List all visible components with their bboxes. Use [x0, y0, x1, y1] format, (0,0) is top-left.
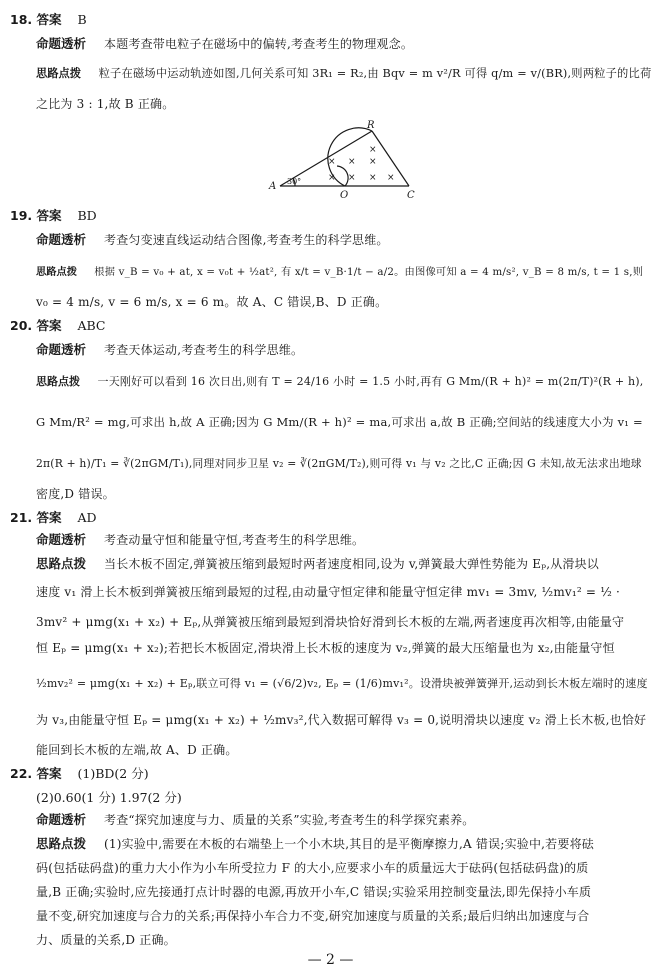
- label-c: C: [407, 190, 415, 200]
- q20-line-1: 一天刚好可以看到 16 次日出,则有 T = 24/16 小时 = 1.5 小时,再有 G Mm/(R + h)² = m(2π/T)²(R + h),: [97, 375, 644, 388]
- q22-answer-2: (2)0.60(1 分) 1.97(2 分): [36, 790, 182, 805]
- q18-analysis: 本题考查带电粒子在磁场中的偏转,考查考生的物理观念。: [104, 37, 414, 51]
- q20-label-analysis: 命题透析: [36, 342, 87, 357]
- q21-label-analysis: 命题透析: [36, 532, 87, 547]
- q20-hint-row: [36, 374, 643, 390]
- q18-label-analysis: 命题透析: [36, 36, 87, 51]
- q22-line-5: 力、质量的关系,D 正确。: [36, 933, 176, 947]
- q21-header: [10, 510, 97, 526]
- field-mark: ×: [369, 145, 377, 155]
- q22-analysis: 考查“探究加速度与力、质量的关系”实验,考查考生的科学探究素养。: [104, 813, 475, 827]
- q19-answer: BD: [77, 208, 97, 223]
- q20-label-hint: 思路点拨: [36, 375, 80, 388]
- q21-hint-row: [36, 556, 599, 572]
- field-mark: ×: [328, 157, 336, 167]
- q18-answer: B: [77, 12, 87, 27]
- q22-analysis-row: [36, 812, 475, 828]
- q22-label-hint: 思路点拨: [36, 836, 87, 851]
- arc-small: [337, 166, 348, 186]
- q22-number: 22. 答案: [10, 766, 62, 781]
- q18-number: 18. 答案: [10, 12, 62, 27]
- field-mark: ×: [369, 173, 377, 183]
- page-number: — 2 —: [307, 952, 354, 968]
- label-o: O: [340, 190, 349, 200]
- q20-line-4: 密度,D 错误。: [36, 487, 115, 501]
- q21-line-7: 能回到长木板的左端,故 A、D 正确。: [36, 743, 238, 757]
- q19-number: 19. 答案: [10, 208, 62, 223]
- q21-answer: AD: [77, 510, 97, 525]
- q19-analysis: 考查匀变速直线运动结合图像,考查考生的科学思维。: [104, 233, 389, 247]
- q18-label-hint: 思路点拨: [36, 67, 82, 80]
- q19-header: [10, 208, 97, 224]
- field-mark: ×: [369, 157, 377, 167]
- q21-line-3: 3mv² + μmg(x₁ + x₂) + Eₚ,从弹簧被压缩到最短到滑块恰好滑到长木板的左端,两者速度再次相等,由能量守: [36, 615, 625, 629]
- field-mark: ×: [348, 157, 356, 167]
- q18-line-2: 之比为 3 : 1,故 B 正确。: [36, 97, 175, 111]
- q22-line-2: 码(包括砝码盘)的重力大小作为小车所受拉力 F 的大小,应要求小车的质量远大于砝码(包括砝码盘)的质: [36, 861, 589, 875]
- q19-label-hint: 思路点拨: [36, 266, 78, 278]
- q18-line-1: 粒子在磁场中运动轨迹如图,几何关系可知 3R₁ = R₂,由 Bqv = m v²/R 可得 q/m = v/(BR),则两粒子的比荷: [98, 67, 652, 80]
- q20-line-2: G Mm/R² = mg,可求出 h,故 A 正确;因为 G Mm/(R + h)² = ma,可求出 a,故 B 正确;空间站的线速度大小为 v₁ =: [36, 415, 643, 429]
- label-a: A: [269, 181, 277, 192]
- q19-hint-row: [36, 264, 643, 280]
- q22-answer: (1)BD(2 分): [77, 766, 149, 781]
- q21-line-4: 恒 Eₚ = μmg(x₁ + x₂);若把长木板固定,滑块滑上长木板的速度为 v₂,弹簧的最大压缩量也为 x₂,由能量守恒: [36, 641, 615, 655]
- q19-analysis-row: [36, 232, 389, 248]
- q18-analysis-row: [36, 36, 413, 52]
- q22-label-analysis: 命题透析: [36, 812, 87, 827]
- q19-line-2: v₀ = 4 m/s, v = 6 m/s, x = 6 m。故 A、C 错误,B、D 正确。: [36, 295, 388, 309]
- q20-line-3: 2π(R + h)/T₁ = ∛(2πGM/T₁),同理对同步卫星 v₂ = ∛(2πGM/T₂),则可得 v₁ 与 v₂ 之比,C 正确;因 G 未知,故无法求出地球: [36, 457, 642, 470]
- q21-line-6: 为 v₃,由能量守恒 Eₚ = μmg(x₁ + x₂) + ½mv₃²,代入数据可解得 v₃ = 0,说明滑块以速度 v₂ 滑上长木板,也恰好: [36, 713, 647, 727]
- q21-number: 21. 答案: [10, 510, 62, 525]
- q20-analysis-row: [36, 342, 303, 358]
- q20-analysis: 考查天体运动,考查考生的科学思维。: [104, 343, 304, 357]
- q22-line-1: (1)实验中,需要在木板的右端垫上一个小木块,其目的是平衡摩擦力,A 错误;实验中,若要将砝: [104, 837, 594, 851]
- q21-analysis-row: [36, 532, 364, 548]
- label-r: R: [367, 120, 375, 131]
- field-mark: ×: [387, 173, 395, 183]
- q18-figure: [265, 118, 425, 200]
- q20-number: 20. 答案: [10, 318, 62, 333]
- q20-answer: ABC: [77, 318, 106, 333]
- field-mark: ×: [328, 173, 336, 183]
- q18-hint-row: [36, 66, 651, 82]
- field-mark: ×: [348, 173, 356, 183]
- q21-label-hint: 思路点拨: [36, 556, 87, 571]
- q19-label-analysis: 命题透析: [36, 232, 87, 247]
- q22-hint-row: [36, 836, 594, 852]
- q19-line-1: 根据 v_B = v₀ + at, x = v₀t + ½at², 有 x/t = v_B·1/t − a/2。由图像可知 a = 4 m/s², v_B = 8 m/s, t = 1 s,则: [94, 266, 644, 278]
- q21-analysis: 考查动量守恒和能量守恒,考查考生的科学思维。: [104, 533, 365, 547]
- q18-header: [10, 12, 87, 28]
- q22-line-3: 量,B 正确;实验时,应先接通打点计时器的电源,再放开小车,C 错误;实验采用控制变量法,即先保持小车质: [36, 885, 592, 899]
- q20-header: [10, 318, 106, 334]
- q22-header: [10, 766, 149, 782]
- label-angle: 30°: [287, 177, 302, 186]
- q22-line-4: 量不变,研究加速度与合力的关系;再保持小车合力不变,研究加速度与质量的关系;最后归纳出加速度与合: [36, 909, 590, 923]
- q21-line-2: 速度 v₁ 滑上长木板到弹簧被压缩到最短的过程,由动量守恒定律和能量守恒定律 mv₁ = 3mv, ½mv₁² = ½ ·: [36, 585, 621, 599]
- q21-line-1: 当长木板不固定,弹簧被压缩到最短时两者速度相同,设为 v,弹簧最大弹性势能为 Eₚ,从滑块以: [104, 557, 600, 571]
- q21-line-5: ½mv₂² = μmg(x₁ + x₂) + Eₚ,联立可得 v₁ = (√6/2)v₂, Eₚ = (1/6)mv₁²。设滑块被弹簧弹开,运动到长木板左端时的速度: [36, 677, 648, 690]
